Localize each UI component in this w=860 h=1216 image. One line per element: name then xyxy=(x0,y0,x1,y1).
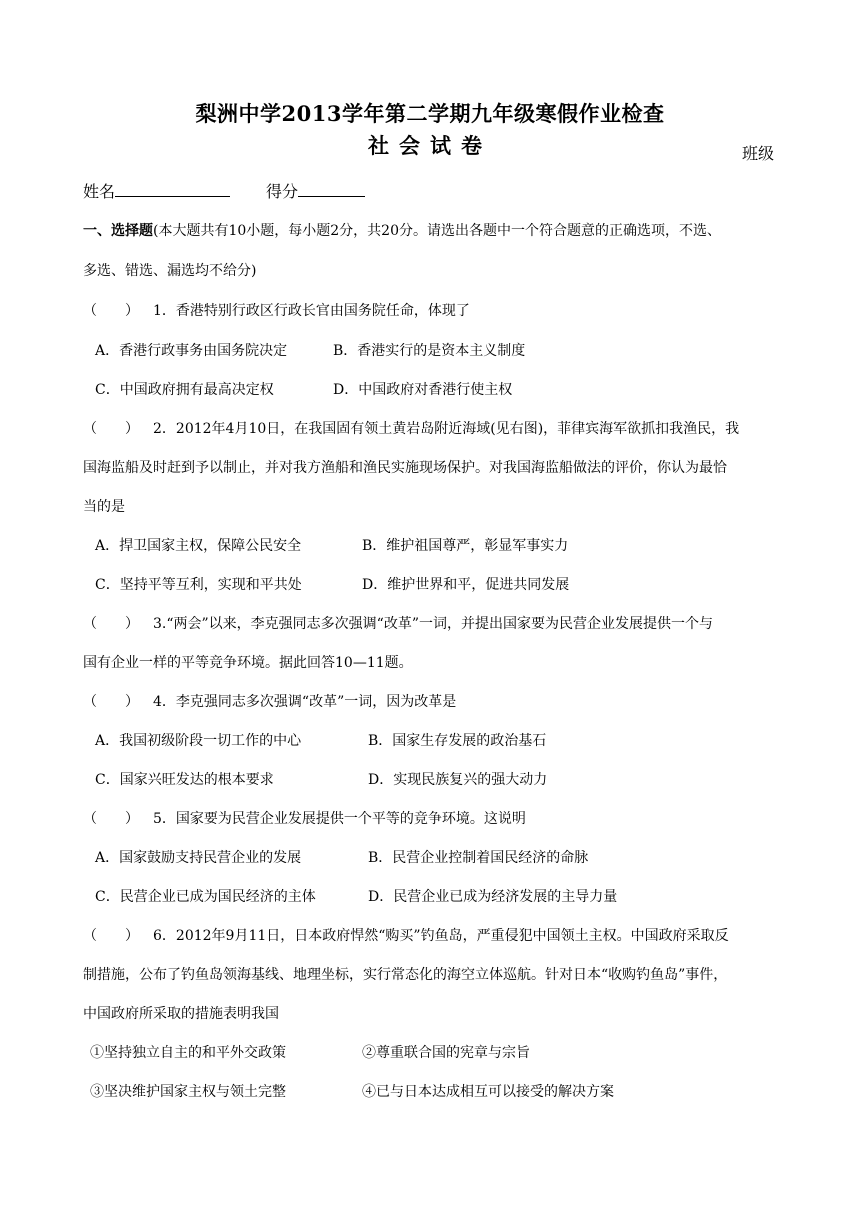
section-instructions-line1 xyxy=(83,220,721,240)
question-6 xyxy=(83,925,729,945)
option-c: C．国家兴旺发达的根本要求 xyxy=(95,772,274,788)
option-d: D．维护世界和平，促进共同发展 xyxy=(362,577,570,593)
option-a: A．我国初级阶段一切工作的中心 xyxy=(95,733,302,749)
answer-paren[interactable]: （ ） xyxy=(83,811,139,827)
question-text: 1．香港特别行政区行政长官由国务院任命，体现了 xyxy=(153,303,470,319)
question-3 xyxy=(83,613,713,633)
option-c: C．坚持平等互利，实现和平共处 xyxy=(95,577,302,593)
option-b: B．香港实行的是资本主义制度 xyxy=(333,343,526,359)
class-label: 班级 xyxy=(742,144,775,163)
name-label: 姓名 xyxy=(83,182,116,201)
answer-paren[interactable]: （ ） xyxy=(83,694,139,710)
statement-4: ④已与日本达成相互可以接受的解决方案 xyxy=(362,1084,614,1100)
answer-paren[interactable]: （ ） xyxy=(83,616,139,632)
option-c: C．中国政府拥有最高决定权 xyxy=(95,382,274,398)
question-5 xyxy=(83,808,526,828)
question-text-line: 当的是 xyxy=(83,499,125,515)
exam-subtitle: 社会试卷 xyxy=(368,133,492,158)
option-d: D．民营企业已成为经济发展的主导力量 xyxy=(368,889,618,905)
answer-paren[interactable]: （ ） xyxy=(83,928,139,944)
option-b: B．国家生存发展的政治基石 xyxy=(368,733,547,749)
answer-paren[interactable]: （ ） xyxy=(83,421,139,437)
option-b: B．民营企业控制着国民经济的命脉 xyxy=(368,850,589,866)
option-d: D．中国政府对香港行使主权 xyxy=(333,382,513,398)
question-text-line: 国有企业一样的平等竞争环境。据此回答10—11题。 xyxy=(83,655,413,671)
question-text: 5．国家要为民营企业发展提供一个平等的竞争环境。这说明 xyxy=(153,811,526,827)
question-text: 6．2012年9月11日，日本政府悍然“购买”钓鱼岛，严重侵犯中国领土主权。中国政府采取反 xyxy=(153,928,729,944)
option-c: C．民营企业已成为国民经济的主体 xyxy=(95,889,316,905)
score-blank[interactable] xyxy=(298,182,365,197)
option-d: D．实现民族复兴的强大动力 xyxy=(368,772,548,788)
question-text: 3.“两会”以来，李克强同志多次强调“改革”一词，并提出国家要为民营企业发展提供一个与 xyxy=(153,616,713,632)
statement-1: ①坚持独立自主的和平外交政策 xyxy=(90,1045,286,1061)
section-instructions-line2: 多选、错选、漏选均不给分) xyxy=(83,263,257,279)
statement-3: ③坚决维护国家主权与领土完整 xyxy=(90,1084,286,1100)
name-blank[interactable] xyxy=(115,182,230,197)
exam-title: 梨洲中学2013学年第二学期九年级寒假作业检查 xyxy=(195,101,665,126)
statement-2: ②尊重联合国的宪章与宗旨 xyxy=(362,1045,530,1061)
question-text: 4．李克强同志多次强调“改革”一词，因为改革是 xyxy=(153,694,457,710)
option-a: A．香港行政事务由国务院决定 xyxy=(95,343,288,359)
section-heading: 一、选择题 xyxy=(83,223,153,239)
question-1 xyxy=(83,300,470,320)
question-text-line: 制措施，公布了钓鱼岛领海基线、地理坐标，实行常态化的海空立体巡航。针对日本“收购钓鱼岛”事件， xyxy=(83,967,728,983)
section-instructions-text: (本大题共有10小题，每小题2分，共20分。请选出各题中一个符合题意的正确选项，不选、 xyxy=(153,223,721,239)
option-a: A．捍卫国家主权，保障公民安全 xyxy=(95,538,302,554)
option-a: A．国家鼓励支持民营企业的发展 xyxy=(95,850,302,866)
answer-paren[interactable]: （ ） xyxy=(83,303,139,319)
option-b: B．维护祖国尊严，彰显军事实力 xyxy=(362,538,569,554)
question-2 xyxy=(83,418,739,438)
question-text: 2．2012年4月10日，在我国固有领土黄岩岛附近海域(见右图)，菲律宾海军欲抓扣我渔民，我 xyxy=(153,421,740,437)
question-text-line: 中国政府所采取的措施表明我国 xyxy=(83,1006,279,1022)
student-info-row xyxy=(83,179,365,202)
question-text-line: 国海监船及时赶到予以制止，并对我方渔船和渔民实施现场保护。对我国海监船做法的评价，你认为最恰 xyxy=(83,460,727,476)
question-4 xyxy=(83,691,456,711)
score-label: 得分 xyxy=(266,182,299,201)
